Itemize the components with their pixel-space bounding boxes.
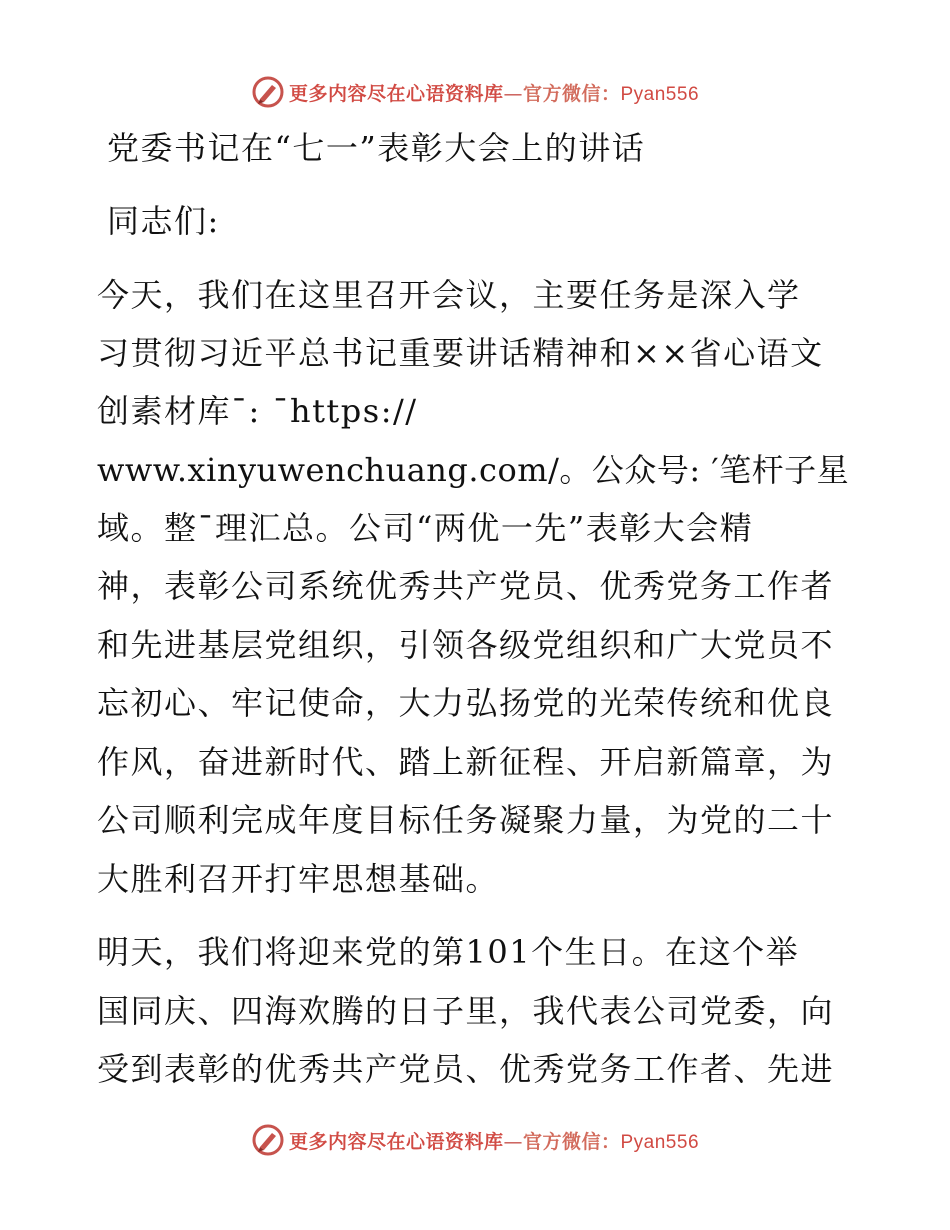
body-line: 今天，我们在这里召开会议，主要任务是深入学 (97, 276, 801, 314)
header-banner (0, 70, 950, 114)
footer-banner (0, 1118, 950, 1162)
body-line: 域。整¯理汇总。公司“两优一先”表彰大会精 (97, 509, 754, 547)
body-line: 大胜利召开打牢思想基础。 (97, 860, 500, 898)
header-dash: — (503, 82, 523, 105)
footer-dash: — (503, 1130, 523, 1153)
body-line: www.xinyuwenchuang.com/。公众号: ′笔杆子星 (97, 451, 850, 489)
header-sub: 官方微信： (522, 82, 621, 105)
body-line: 创素材库¯: ¯https:// (97, 392, 418, 430)
document-title: 党委书记在“七一”表彰大会上的讲话 (107, 129, 646, 167)
header-brand: 更多内容尽在心语资料库 (288, 82, 504, 105)
header-wechat-id: Pyan556 (620, 83, 700, 105)
footer-brand: 更多内容尽在心语资料库 (288, 1130, 504, 1153)
salutation: 同志们: (107, 202, 220, 240)
body-line: 忘初心、牢记使命，大力弘扬党的光荣传统和优良 (97, 684, 835, 722)
pen-logo-icon (251, 75, 285, 109)
pen-logo-icon (251, 1123, 285, 1157)
body-line: 明天，我们将迎来党的第101个生日。在这个举 (97, 933, 800, 971)
body-line: 受到表彰的优秀共产党员、优秀党务工作者、先进 (97, 1050, 835, 1088)
footer-sub: 官方微信： (522, 1130, 621, 1153)
footer-text (289, 1127, 699, 1154)
body-line: 国同庆、四海欢腾的日子里，我代表公司党委，向 (97, 992, 835, 1030)
body-line: 习贯彻习近平总书记重要讲话精神和××省心语文 (97, 334, 824, 372)
body-line: 和先进基层党组织，引领各级党组织和广大党员不 (97, 626, 835, 664)
body-line: 神，表彰公司系统优秀共产党员、优秀党务工作者 (97, 567, 835, 605)
header-text (289, 79, 699, 106)
body-line: 作风，奋进新时代、踏上新征程、开启新篇章，为 (97, 743, 835, 781)
body-line: 公司顺利完成年度目标任务凝聚力量，为党的二十 (97, 801, 835, 839)
footer-wechat-id: Pyan556 (620, 1131, 700, 1153)
